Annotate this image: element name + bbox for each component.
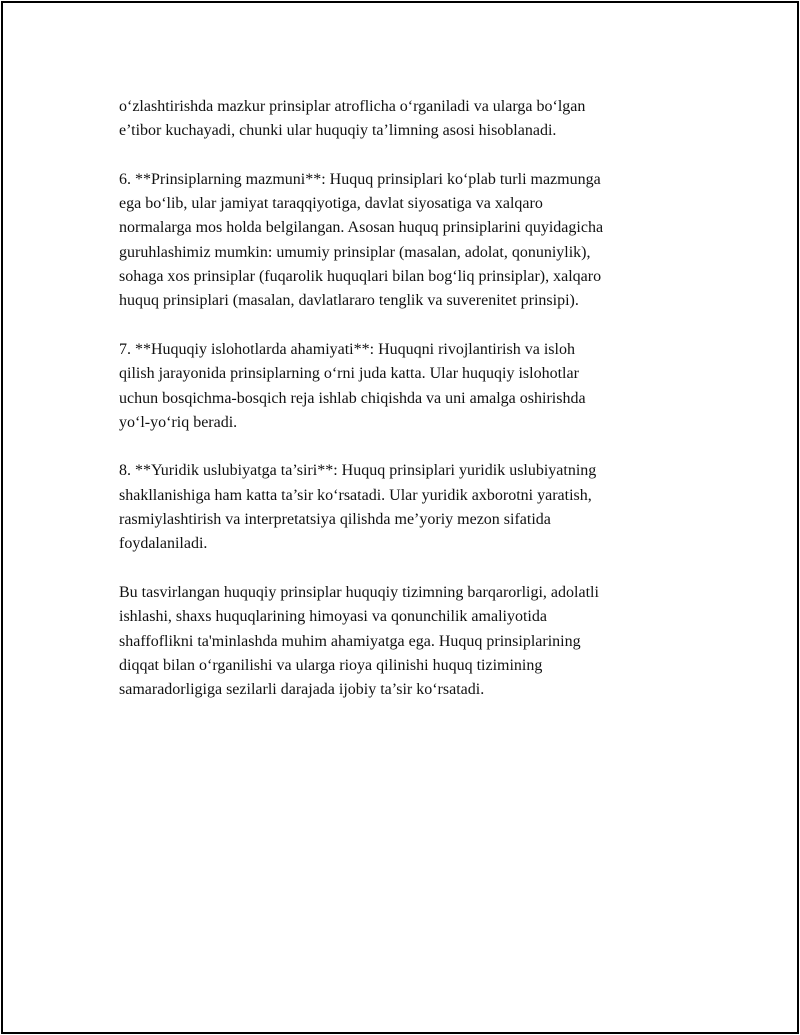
- paragraph-item-6: 6. **Prinsiplarning mazmuni**: Huquq prinsiplari ko‘plab turli mazmunga ega bo‘lib, ular jamiyat taraqqiyotiga, davlat siyosatiga va xalqaro normalarga mos holda belgilangan. Asosan huquq prinsiplarini quyidagicha guruhlashimiz mumkin: umumiy prinsiplar (masalan, adolat, qonuniylik), sohaga xos prinsiplar (fuqarolik huquqlari bilan bog‘liq prinsiplar), xalqaro huquq prinsiplari (masalan, davlatlararo tenglik va suverenitet prinsipi).: [119, 170, 604, 310]
- paragraph-conclusion: Bu tasvirlangan huquqiy prinsiplar huquqiy tizimning barqarorligi, adolatli ishlashi, shaxs huquqlarining himoyasi va qonunchilik amaliyotida shaffoflikni ta'minlashda muhim ahamiyatga ega. Huquq prinsiplarining diqqat bilan o‘rganilishi va ularga rioya qilinishi huquq tizimining samaradorligiga sezilarli darajada ijobiy ta’sir ko‘rsatadi.: [119, 583, 599, 699]
- document-body: [119, 95, 709, 727]
- paragraph-item-7: 7. **Huquqiy islohotlarda ahamiyati**: Huquqni rivojlantirish va isloh qilish jarayonida prinsiplarning o‘rni juda katta. Ular huquqiy islohotlar uchun bosqichma-bosqich reja ishlab chiqishda va uni amalga oshirishda yo‘l-yo‘riq beradi.: [119, 340, 586, 431]
- paragraph-item-8: 8. **Yuridik uslubiyatga ta’siri**: Huquq prinsiplari yuridik uslubiyatning shakllanishiga ham katta ta’sir ko‘rsatadi. Ular yuridik axborotni yaratish, rasmiylashtirish va interpretatsiya qilishda me’yoriy mezon sifatida foydalaniladi.: [119, 462, 597, 553]
- paragraph-intro-continuation: o‘zlashtirishda mazkur prinsiplar atroflicha o‘rganiladi va ularga bo‘lgan e’tibor kuchayadi, chunki ular huquqiy ta’limning asosi hisoblanadi.: [119, 98, 586, 140]
- page-frame: [1, 1, 799, 1034]
